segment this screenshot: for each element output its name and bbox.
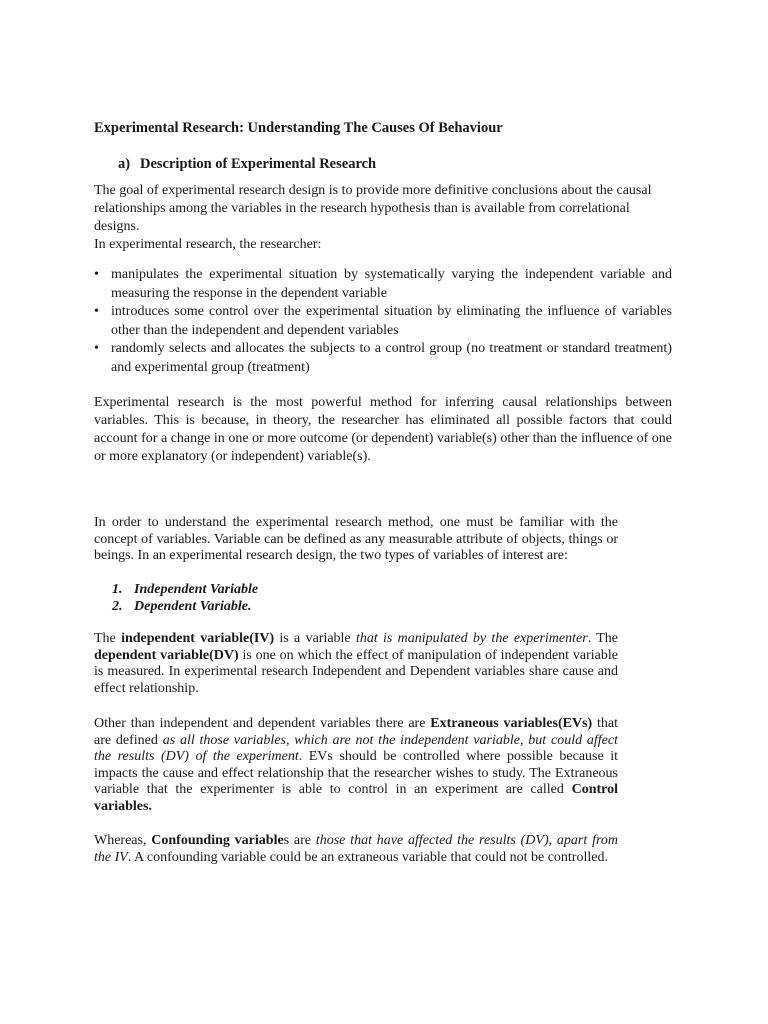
bullet-icon: •: [94, 267, 99, 282]
extraneous-variables-paragraph: [94, 716, 618, 816]
text-run: Whereas,: [94, 833, 152, 848]
list-item-text: Dependent Variable.: [134, 598, 252, 614]
text-run: . The: [587, 631, 618, 646]
bullet-icon: •: [94, 341, 99, 356]
variables-intro-paragraph: In order to understand the experimental research method, one must be familiar with the concept of variables. Variable can be defined as any measurable attribute of objects, things or beings. In an experimental research design, the two types of variables of interest are:: [94, 515, 618, 564]
emphasis-text: as all those variables, which are not the independent variable, but could affect the results (DV) of the experiment: [94, 732, 618, 765]
list-item: [94, 266, 672, 303]
intro-lead-in: In experimental research, the researcher:: [94, 237, 322, 252]
list-number: 1.: [112, 582, 123, 597]
text-run: . A confounding variable could be an extraneous variable that could not be controlled.: [127, 849, 608, 865]
text-run: is one on which the effect of manipulation of independent variable is measured. In experimental research Independent and Dependent variables share cause and effect relationship.: [94, 647, 618, 696]
iv-dv-paragraph: [94, 631, 618, 697]
list-item: [94, 303, 672, 340]
list-item-text: randomly selects and allocates the subjects to a control group (no treatment or standard treatment) and experimental group (treatment): [111, 341, 672, 375]
term-confounding-variable: Confounding variable: [151, 833, 284, 848]
emphasis-text: those that have affected the results (DV), apart from the IV: [94, 833, 618, 865]
list-item-text: manipulates the experimental situation by systematically varying the independent variable and measuring the response in the dependent variable: [111, 267, 672, 301]
text-run: . EVs should be controlled where possible because it impacts the cause and effect relationship that the researcher wishes to study. The Extraneous variable that the experimenter is able to control in an experiment are called: [94, 749, 618, 798]
causal-inference-paragraph: Experimental research is the most powerful method for inferring causal relationships between variables. This is because, in theory, the researcher has eliminated all possible factors that could account for a change in one or more outcome (or dependent) variable(s) other than the influence of one or more explanatory (or independent) variable(s).: [94, 395, 672, 464]
variable-types-list: [112, 582, 258, 615]
text-run: The: [94, 631, 122, 646]
list-item-text: Independent Variable: [134, 582, 259, 597]
list-item: [112, 582, 258, 599]
text-run: that are defined: [94, 716, 618, 748]
term-control-variables: Control variables.: [94, 782, 618, 814]
term-extraneous-variables: Extraneous variables(EVs): [430, 716, 593, 731]
intro-sentence: The goal of experimental research design is to provide more definitive conclusions about the causal relationships among the variables in the research hypothesis than is available from correlational designs.: [94, 183, 652, 234]
confounding-variables-paragraph: [94, 833, 618, 866]
text-run: s are: [283, 833, 316, 848]
list-item: [112, 599, 258, 616]
section-letter: a): [118, 156, 131, 172]
document-title: Experimental Research: Understanding The Causes Of Behaviour: [94, 120, 503, 136]
list-item-text: introduces some control over the experimental situation by eliminating the influence of variables other than the independent and dependent variables: [111, 304, 672, 338]
researcher-actions-list: [94, 266, 672, 377]
text-run: is a variable: [274, 631, 356, 646]
list-item: [94, 340, 672, 377]
list-number: 2.: [112, 598, 123, 614]
term-dependent-variable: dependent variable(DV): [94, 647, 239, 663]
text-run: Other than independent and dependent variables there are: [94, 716, 431, 731]
section-heading: [118, 156, 376, 173]
bullet-icon: •: [94, 304, 99, 319]
emphasis-text: that is manipulated by the experimenter: [355, 631, 588, 646]
section-heading-text: Description of Experimental Research: [140, 156, 377, 172]
intro-paragraph: [94, 182, 672, 254]
term-independent-variable: independent variable(IV): [121, 631, 275, 646]
